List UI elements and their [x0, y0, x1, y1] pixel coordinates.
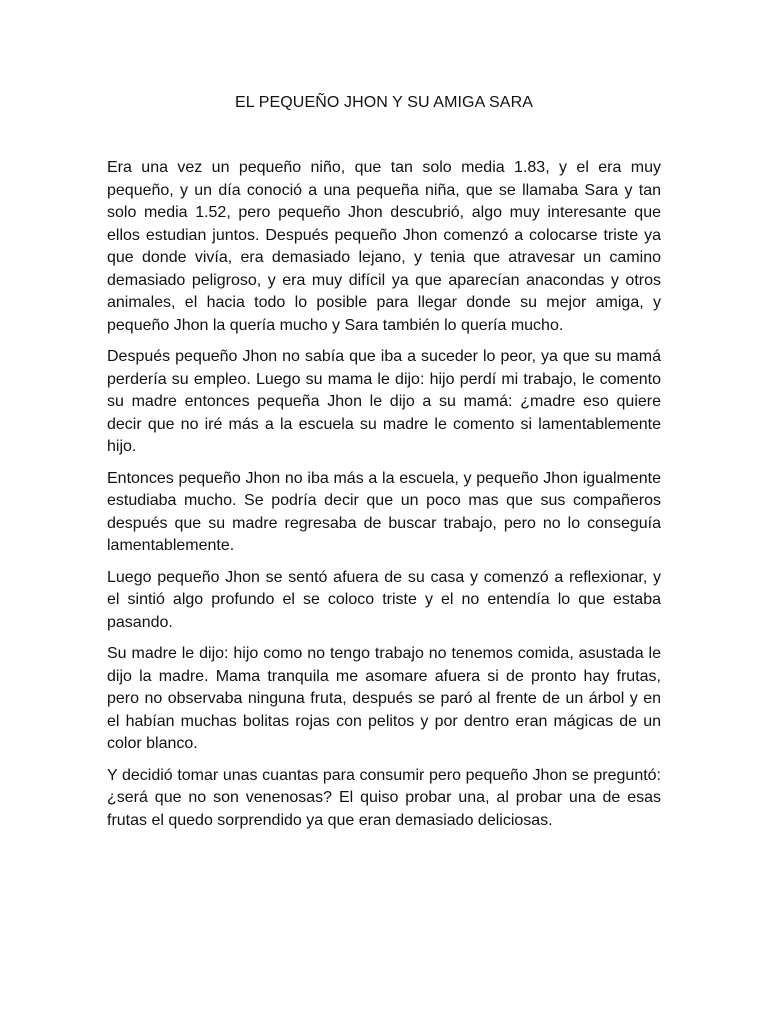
paragraph-1: Era una vez un pequeño niño, que tan solo media 1.83, y el era muy pequeño, y un día conoció a una pequeña niña, que se llamaba Sara y tan solo media 1.52, pero pequeño Jhon descubrió, algo muy interesante que ellos estudian juntos. Después pequeño Jhon comenzó a colocarse triste ya que donde vivía, era demasiado lejano, y tenia que atravesar un camino demasiado peligroso, y era muy difícil ya que aparecían anacondas y otros animales, el hacia todo lo posible para llegar donde su mejor amiga, y pequeño Jhon la quería mucho y Sara también lo quería mucho. [107, 159, 661, 334]
paragraph-3: Entonces pequeño Jhon no iba más a la escuela, y pequeño Jhon igualmente estudiaba mucho. Se podría decir que un poco mas que sus compañeros después que su madre regresaba de buscar trabajo, pero no lo conseguía lamentablemente. [107, 469, 661, 554]
document-body [107, 157, 661, 841]
paragraph-2: Después pequeño Jhon no sabía que iba a suceder lo peor, ya que su mamá perdería su empleo. Luego su mama le dijo: hijo perdí mi trabajo, le comento su madre entonces pequeña Jhon le dijo a su mamá: ¿madre eso quiere decir que no iré más a la escuela su madre le comento si lamentablemente hijo. [107, 348, 661, 455]
paragraph-5: Su madre le dijo: hijo como no tengo trabajo no tenemos comida, asustada le dijo la madre. Mama tranquila me asomare afuera si de pronto hay frutas, pero no observaba ninguna fruta, después se paró al frente de un árbol y en el habían muchas bolitas rojas con pelitos y por dentro eran mágicas de un color blanco. [107, 645, 661, 752]
paragraph-4: Luego pequeño Jhon se sentó afuera de su casa y comenzó a reflexionar, y el sintió algo profundo el se coloco triste y el no entendía lo que estaba pasando. [107, 568, 661, 631]
document-title: EL PEQUEÑO JHON Y SU AMIGA SARA [234, 94, 533, 111]
paragraph-6: Y decidió tomar unas cuantas para consumir pero pequeño Jhon se preguntó: ¿será que no son venenosas? El quiso probar una, al probar una de esas frutas el quedo sorprendido ya que eran demasiado deliciosas. [107, 766, 661, 829]
